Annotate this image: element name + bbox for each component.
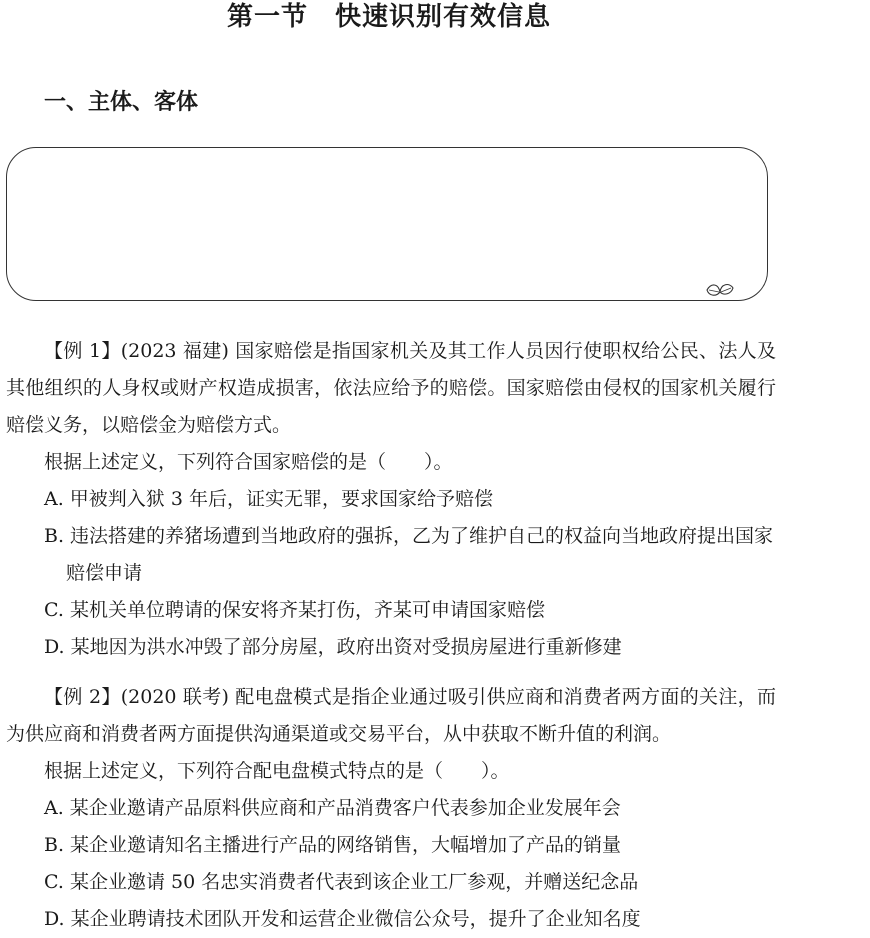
question-prompt: 根据上述定义，下列符合国家赔偿的是（ ）。 xyxy=(44,451,453,473)
option-c: C. 某机关单位聘请的保安将齐某打伤，齐某可申请国家赔偿 xyxy=(44,599,545,621)
question-stem: 【例 1】(2023 福建) 国家赔偿是指国家机关及其工作人员因行使职权给公民、法人及其他组织的人身权或财产权造成损害，依法应给予的赔偿。国家赔偿由侵权的国家机关履行赔偿义务，以赔偿金为赔偿方式。 xyxy=(6,340,776,436)
option-d: D. 某企业聘请技术团队开发和运营企业微信公众号，提升了企业知名度 xyxy=(44,908,641,930)
option-b: B. 某企业邀请知名主播进行产品的网络销售，大幅增加了产品的销量 xyxy=(44,834,622,856)
option-c: C. 某企业邀请 50 名忠实消费者代表到该企业工厂参观，并赠送纪念品 xyxy=(44,871,639,893)
example-question-2 xyxy=(6,679,776,938)
sub-heading: 一、主体、客体 xyxy=(44,90,199,115)
option-b: B. 违法搭建的养猪场遭到当地政府的强拆，乙为了维护自己的权益向当地政府提出国家赔偿申请 xyxy=(44,525,774,584)
note-box xyxy=(6,147,768,301)
question-stem: 【例 2】(2020 联考) 配电盘模式是指企业通过吸引供应商和消费者两方面的关注，而为供应商和消费者两方面提供沟通渠道或交易平台，从中获取不断升值的利润。 xyxy=(6,686,776,745)
example-question-1 xyxy=(6,333,776,666)
option-a: A. 某企业邀请产品原料供应商和产品消费客户代表参加企业发展年会 xyxy=(44,797,621,819)
option-d: D. 某地因为洪水冲毁了部分房屋，政府出资对受损房屋进行重新修建 xyxy=(44,636,622,658)
option-a: A. 甲被判入狱 3 年后，证实无罪，要求国家给予赔偿 xyxy=(44,488,493,510)
leaf-icon xyxy=(705,282,735,298)
question-prompt: 根据上述定义，下列符合配电盘模式特点的是（ ）。 xyxy=(44,760,510,782)
section-title: 第一节 快速识别有效信息 xyxy=(226,2,551,32)
